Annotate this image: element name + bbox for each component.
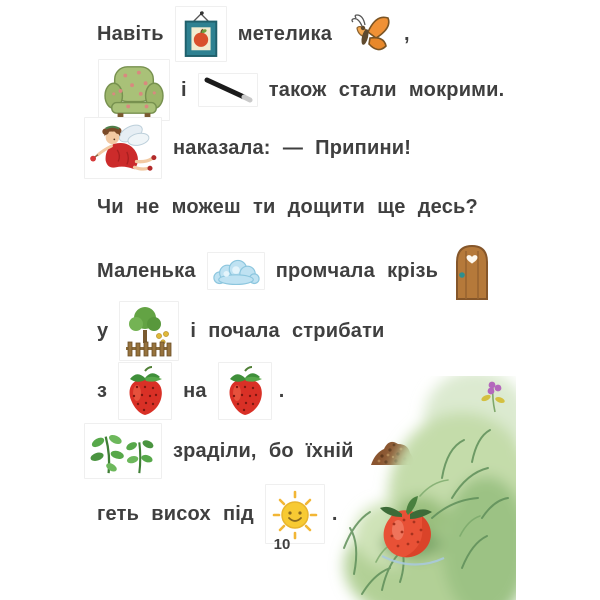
story-words: промчала крізь — [275, 259, 439, 282]
story-word: і — [181, 78, 187, 101]
strawberry-icon — [118, 362, 172, 420]
cloud-icon — [207, 252, 265, 290]
story-line-7 — [97, 362, 284, 420]
door-icon — [449, 240, 495, 302]
story-line-3 — [84, 117, 411, 179]
story-words: також стали мокрими. — [268, 78, 505, 101]
story-line-5 — [97, 240, 495, 302]
sprouts-icon — [84, 423, 162, 479]
garden-icon — [119, 301, 179, 361]
armchair-icon — [98, 59, 170, 121]
story-word: на — [183, 379, 207, 402]
story-word: Маленька — [97, 259, 196, 282]
story-word: Навіть — [97, 22, 164, 45]
page-number: 10 — [273, 536, 291, 553]
story-words: і почала стрибати — [190, 319, 385, 342]
punctuation: , — [404, 22, 410, 45]
punctuation: . — [331, 502, 338, 525]
story-line-9 — [97, 484, 337, 544]
story-word: метелика — [237, 22, 333, 45]
strawberry-icon — [218, 362, 272, 420]
story-word: у — [97, 319, 109, 342]
fairy-icon — [84, 117, 162, 179]
magic-wand-icon — [198, 73, 258, 107]
story-words: Чи не можеш ти дощити ще десь? — [97, 196, 478, 218]
story-line-4 — [97, 196, 478, 219]
story-word: з — [97, 379, 108, 402]
story-line-6 — [97, 301, 385, 361]
story-words: геть висох під — [97, 502, 254, 525]
sun-icon — [265, 484, 325, 544]
story-line-2 — [98, 59, 504, 121]
watercolor-meadow-illustration — [320, 376, 516, 600]
story-line-1 — [97, 6, 410, 62]
punctuation: . — [278, 379, 285, 402]
story-words: наказала: — Припини! — [173, 136, 412, 159]
framed-picture-icon — [175, 6, 227, 62]
story-words: зраділи, бо їхній — [173, 439, 354, 462]
butterfly-icon — [343, 9, 397, 59]
